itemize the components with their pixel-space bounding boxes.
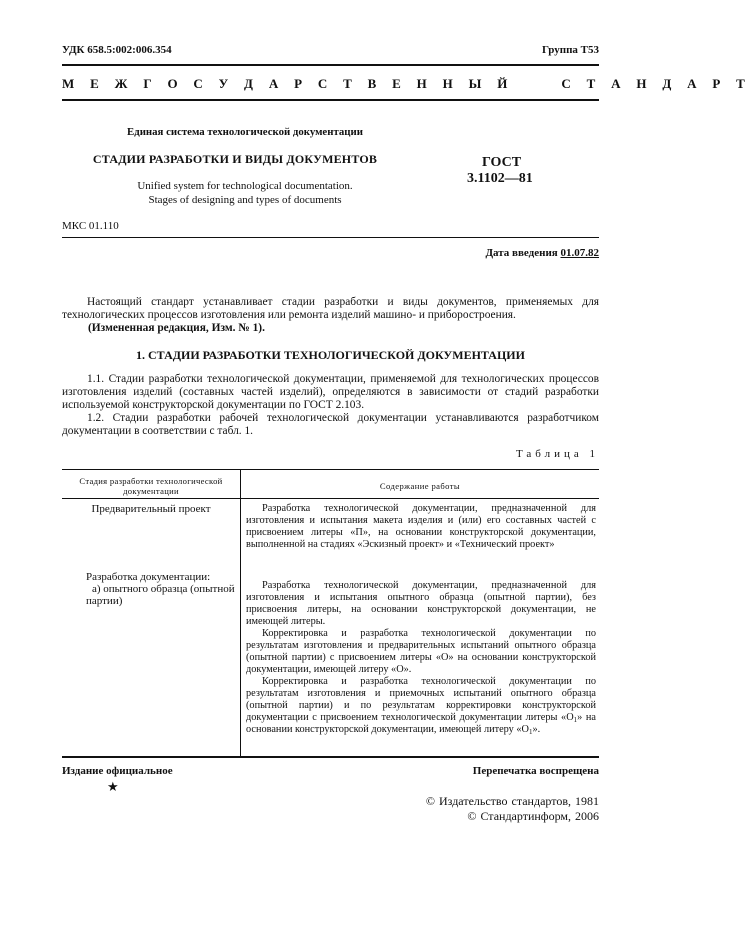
udk-code: УДК 658.5:002:006.354 [62, 44, 172, 56]
system-name: Единая система технологической документации [127, 126, 363, 138]
row-2-content-p3 [246, 676, 596, 736]
row-2-content-p3-sub2: 1 [528, 728, 533, 736]
table-row-1-content [246, 503, 596, 551]
paragraph-1-2: 1.2. Стадии разработки рабочей технологической документации устанавливаются разработчиком документации в соответствии с табл. 1. [62, 412, 599, 437]
row-2-content-p3-c: ». [532, 724, 541, 735]
row-2-content-p2: Корректировка и разработка технологической документации по результатам изготовления и предварительных испытаний опытного образца (опытной партии) с присвоением литеры «О» на основании конструкторской документации, имеющей литеру «О». [246, 628, 596, 675]
intro-date-value: 01.07.82 [560, 247, 599, 259]
paragraph-1-1: 1.1. Стадии разработки технологической документации, применяемой для технологических процессов изготовления изделий (составных частей изделий), определяются в зависимости от стадий разработки используемой конструкторской документации по ГОСТ 2.103. [62, 373, 599, 411]
table-header-stage: Стадия разработки технологической документации [79, 476, 223, 496]
table-row-2-stage-sub: а) опытного образца (опытной партии) [86, 583, 235, 607]
table-caption: Таблица 1 [515, 448, 599, 460]
document-title: СТАДИИ РАЗРАБОТКИ И ВИДЫ ДОКУМЕНТОВ [92, 152, 378, 166]
header-rule [62, 64, 599, 66]
section-heading: 1. СТАДИИ РАЗРАБОТКИ ТЕХНОЛОГИЧЕСКОЙ ДОКУМЕНТАЦИИ [136, 348, 525, 362]
intro-paragraph: Настоящий стандарт устанавливает стадии разработки и виды документов, применяемых для технологических процессов изготовления или ремонта изделий машино- и приборостроения. [62, 296, 599, 321]
table-column-divider [240, 469, 241, 756]
row-2-content-p3-sub1: 1 [573, 716, 578, 724]
gost-number: 3.1102—81 [467, 171, 533, 186]
row-1-content-text: Разработка технологической документации, предназначенной для изготовления и испытания макета изделия и (или) его составных частей с присвоением литеры «П», на основании конструкторской документации, выполненной на стадиях «Эскизный проект» и «Технический проект» [246, 503, 596, 550]
table-row-2-content [246, 580, 596, 736]
group-code: Группа Т53 [541, 44, 599, 56]
star-icon: ★ [107, 779, 119, 794]
copyright-2006: © Стандартинформ, 2006 [467, 809, 599, 823]
table-bottom-rule [62, 756, 599, 758]
mks-code: МКС 01.110 [62, 220, 119, 232]
official-edition: Издание официальное [62, 765, 173, 777]
row-2-content-p3-a: Корректировка и разработка технологической документации по результатам изготовления и приемочных испытаний опытного образца (опытной партии) и по результатам корректировки конструкторской документации с присвоением технологической документации литеры «О [246, 676, 596, 723]
intro-date [485, 247, 599, 259]
banner-rule [62, 99, 599, 101]
row-2-content-p3-b: » на основании конструкторской документации, имеющей литеру «О [246, 712, 596, 735]
table-row-2-stage-title: Разработка документации: [86, 571, 211, 583]
reprint-prohibited: Перепечатка воспрещена [472, 765, 599, 777]
copyright-1981: © Издательство стандартов, 1981 [425, 794, 599, 808]
title-rule [62, 237, 599, 238]
table-top-rule [62, 469, 599, 470]
table-header-rule [62, 498, 599, 499]
intro-date-label: Дата введения [485, 247, 558, 259]
table-row-1-stage: Предварительный проект [91, 503, 211, 515]
gost-label: ГОСТ [482, 155, 522, 170]
row-2-content-p1: Разработка технологической документации, предназначенной для изготовления и испытания опытного образца (опытной партии), без присвоения литеры, на основании конструкторской документации, не имеющей литеры. [246, 580, 596, 627]
english-title-line1: Unified system for technological documentation. [137, 180, 353, 192]
amendment-note: (Измененная редакция, Изм. № 1). [88, 322, 265, 334]
table-header-content: Содержание работы [379, 481, 461, 491]
english-title-line2: Stages of designing and types of documents [148, 194, 342, 206]
interstate-standard-banner: М Е Ж Г О С У Д А Р С Т В Е Н Н Ы Й С Т А Н Д А Р Т [62, 76, 751, 91]
